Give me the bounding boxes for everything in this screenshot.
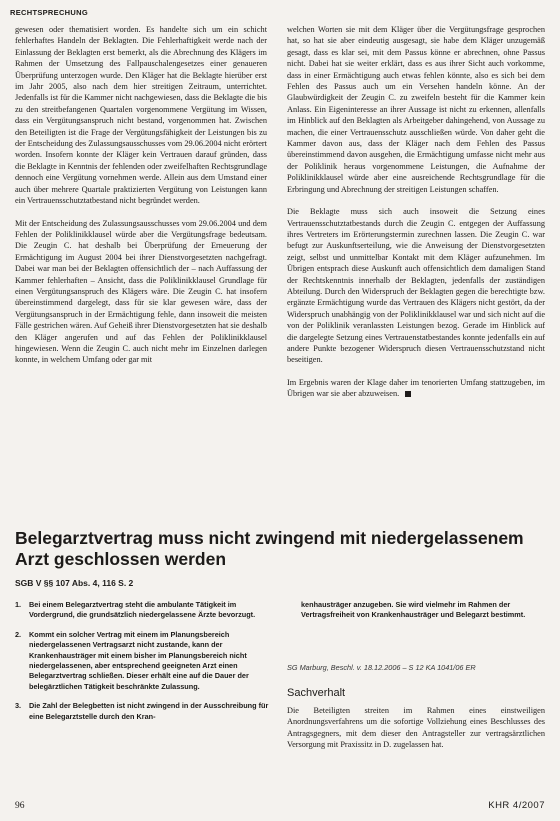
lead-point xyxy=(15,630,273,692)
statute-reference: SGB V §§ 107 Abs. 4, 116 S. 2 xyxy=(15,578,134,588)
lead-point xyxy=(15,600,273,621)
left-text-column xyxy=(15,24,267,377)
lead-point-number: 1. xyxy=(15,600,22,609)
left-paragraph-1: gewesen oder thematisiert worden. Es handelte sich um ein schicht fehlerhaftes Handeln der Beklagten. Die Fehlerhaftigkeit werde nach der Einlassung der Beklagten erst bemerkt, als die Abrechnung des Klägers im Rahmen der Umsetzung des Fallpauschalengesetzes einer genaueren Überprüfung unterzogen wurde. Den Kläger hat die Beklagte hierüber erst im Jahr 2005, also nach dem hier streitigen Zeitraum, unterrichtet. Jedenfalls ist für die Kammer nicht nachgewiesen, dass die Beklagte die bis zu den streitbefangenen Quartalen vorgenommene Vergütung im Wissen, dass ein Vergütungsanspruch nicht bestand, vorgenommen hat. Zwischen den Beteiligten ist die Frage der Vergütungsfähigkeit der Leistungen bis zu der Entscheidung des Zulassungsausschusses vom 29.06.2004 nicht erörtert worden. Insofern konnte der Kläger kein Vertrauen darauf gründen, dass die Beklagte in Kenntnis der fehlenden oder zweifelhaften Rechtsgrundlage dennoch eine Vergütung vornehmen werde. Allein aus dem Umstand einer auch über mehrere Quartale praktizierten Vergütung von Leistungen kann ein Vertrauensschutztatbestand nicht begründet werden. xyxy=(15,25,267,206)
section-body-text: Die Beteiligten streiten im Rahmen eines einstweiligen Anordnungsverfahrens um die sofortige Vollziehung eines Beschlusses des Antragsgegners, mit dem dieser den Antragsteller zur vertragsärztlichen Versorgung mit Praxissitz in D. zugelassen hat. xyxy=(287,706,545,750)
section-label: RECHTSPRECHUNG xyxy=(10,8,88,17)
end-of-article-mark xyxy=(405,391,411,397)
right-paragraph-3 xyxy=(287,377,545,400)
court-citation: SG Marburg, Beschl. v. 18.12.2006 – S 12 KA 1041/06 ER xyxy=(287,663,476,672)
article-title: Belegarztvertrag muss nicht zwingend mit niedergelassenem Arzt geschlossen werden xyxy=(15,528,524,569)
lead-point-text: Kommt ein solcher Vertrag mit einem im Planungsbereich niedergelassenen Vertragsarzt nicht zustande, kann der Krankenhausträger mit einem bisher im Planungsbereich nicht niedergelassenen, aber entsprechend geeigneten Arzt einen Belegarztvertrag schließen. Dieser erhält eine auf die Dauer der belegärztlichen Tätigkeit beschränkte Zulassung. xyxy=(29,629,249,691)
lead-point-continuation: kenhausträger anzugeben. Sie wird vielmehr im Rahmen der Vertragsfreiheit von Krankenhausträger und Belegarzt bestimmt. xyxy=(301,600,526,620)
lead-point-text: Die Zahl der Belegbetten ist nicht zwingend in der Ausschreibung für eine Belegarztstelle durch den Kran- xyxy=(29,701,269,721)
right-paragraph-2: Die Beklagte muss sich auch insoweit die Setzung eines Vertrauensschutztatbestands durch die Zeugin C. entgegen der Auffassung ihres Vertreters im Erörterungstermin zurechnen lassen. Die Zeugin C. war befugt zur Auskunftserteilung, wie die Anweisung der Dienstvorgesetzten zeigt, selbst und unmittelbar Kontakt mit dem Kläger aufzunehmen. Im Übrigen entsprach diese Auskunft auch offensichtlich dem damaligen Stand der Rechtskenntnis innerhalb der Beklagten, jedenfalls der zuständigen Abteilung. Durch den Widerspruch der Beklagten gegen die berechtigte bzw. ergänzte Ermächtigung wurde das Vertrauen des Klägers nicht gestört, da der Widerspruch unabhängig von der Poliklinikklausel war und sich nicht auf die von der Poliklinik veranlassten Leistungen bezog. Gerade im Hinblick auf die dargelegte Setzung eines Vertrauenstatbestandes konnte jedenfalls ein auf andere Punkte bezogener Widerspruch diesen Vertrauensschutzstand nicht beseitigen. xyxy=(287,207,545,365)
lead-point-number: 3. xyxy=(15,701,22,711)
section-heading-sachverhalt: Sachverhalt xyxy=(287,687,346,699)
left-paragraph-2: Mit der Entscheidung des Zulassungsausschusses vom 29.06.2004 und dem Fehlen der Poliklinikklausel würde aber die Vergütungsfrage bedeutsam. Die Zeugin C. hat deshalb bei Überprüfung der Erneuerung der Ermächtigung im August 2004 bei ihrer Dienstvorgesetzten nachgefragt. Dabei war man bei der Beklagten offensichtlich der – nach Auffassung der Kammer fehlerhaften – Ansicht, dass die Poliklinikklausel Grundlage für einen Vergütungsanspruch des Klägers wäre. Die Zeugin C. hat insofern übereinstimmend dargelegt, dass für sie klar gewesen wäre, dass der Vergütungsanspruch in der Ermächtigung fehle, dann insoweit die meisten Fälle gestrichen wären. Auf Geheiß ihrer Dienstvorgesetzten hat sie deshalb den Kläger angerufen und auf das Fehlen der Poliklinikklausel hingewiesen. Wenn die Zeugin C. auch nicht mehr im Einzelnen darlegen konnte, in welchem Umfang oder gar mit xyxy=(15,218,267,365)
right-paragraph-1: welchen Worten sie mit dem Kläger über die Vergütungsfrage gesprochen hat, so hat sie aber eindeutig ausgesagt, sie habe dem Kläger unzugemäß gesagt, dass es klar sei, mit dem Passus könne er abrechnen, ohne Passus nicht. Dabei hat sie weiter erklärt, dass es aus ihrer Sicht auch vorkomme, dass in einer Ermächtigung auch etwas fehlen könnte, also es sich bei dem Fehlen des Passus auch um ein Versehen handeln könne. An der Glaubwürdigkeit der Zeugin C. zu zweifeln besteht für die Kammer kein Anlass. Ein Eigeninteresse an ihrer Aussage ist nicht zu erkennen, allenfalls im Hinblick auf den Beklagten als Arbeitgeber dahingehend, von Aussage zu machen, die einer Vertrauensschutz ausschließen würde. Von daher geht die Kammer davon aus, dass der Kläger nach dem Fehlen des Passus übereinstimmend davon ausgehen, die Ermächtigung umfasse nicht mehr aus der Poliklinik heraus vorgenommene Leistungen, die Aufnahme der Poliklinikklausel würde aber eine ausreichende Rechtsgrundlage für die Erbringung und Abrechnung der streitigen Leistungen schaffen. xyxy=(287,25,545,194)
lead-point-text: Bei einem Belegarztvertrag steht die ambulante Tätigkeit im Vordergrund, die grundsätzlich niedergelassene Ärzte bevorzugt. xyxy=(29,600,256,620)
page-number: 96 xyxy=(15,801,25,811)
lead-point-number: 2. xyxy=(15,629,22,639)
lead-points-list xyxy=(15,600,273,731)
closing-sentence: Im Ergebnis waren der Klage daher im tenorierten Umfang stattzugeben, im Übrigen war sie aber abzuweisen. xyxy=(287,377,545,399)
journal-issue: KHR 4/2007 xyxy=(488,800,545,811)
lead-point xyxy=(15,701,273,722)
right-text-column xyxy=(287,24,545,411)
